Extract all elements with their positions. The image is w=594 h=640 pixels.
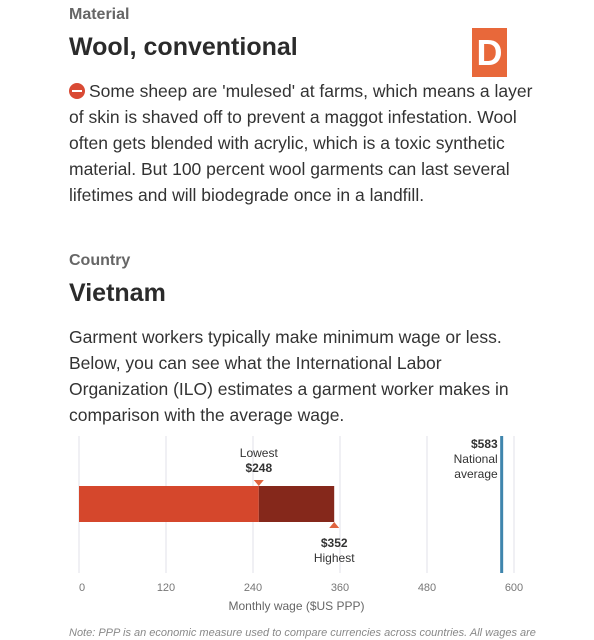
material-label: Material xyxy=(69,6,130,23)
wage-chart xyxy=(0,430,594,620)
highest-label: Highest xyxy=(313,551,355,565)
grade-badge: D xyxy=(472,28,507,77)
x-axis-label: Monthly wage ($US PPP) xyxy=(228,599,365,613)
national-average-label-line2: average xyxy=(454,467,498,481)
material-description-text: Some sheep are 'mulesed' at farms, which means a layer of skin is shaved off to prevent a maggot infestation. Wool often gets blended with acrylic, which is a toxic synthetic material. But 100 percent wool garments can last several lifetimes and will biodegrade once in a landfill. xyxy=(69,81,533,205)
minus-circle-icon xyxy=(69,83,85,99)
bar-highest-wage xyxy=(259,486,334,522)
x-tick-label: 120 xyxy=(156,582,176,594)
national-average-value-label: $583 xyxy=(470,437,498,451)
national-average-label-line1: National xyxy=(453,452,498,466)
x-tick-label: 360 xyxy=(330,582,350,594)
country-title: Vietnam xyxy=(69,279,166,307)
highest-marker xyxy=(329,522,339,528)
country-label: Country xyxy=(69,252,131,269)
x-tick-label: 0 xyxy=(78,582,86,594)
lowest-value-label: $248 xyxy=(245,461,273,475)
highest-value-label: $352 xyxy=(320,536,348,550)
material-title: Wool, conventional xyxy=(69,33,298,61)
x-tick-label: 600 xyxy=(504,582,524,594)
lowest-marker xyxy=(254,480,264,486)
x-tick-label: 480 xyxy=(417,582,437,594)
lowest-label: Lowest xyxy=(239,446,278,460)
x-axis-ticks xyxy=(79,582,523,594)
chart-note: Note: PPP is an economic measure used to compare currencies across countries. All wages are xyxy=(69,627,536,639)
material-description xyxy=(69,78,539,208)
country-description: Garment workers typically make minimum wage or less. Below, you can see what the International Labor Organization (ILO) estimates a garment worker makes in comparison with the average wage. xyxy=(69,327,509,425)
x-tick-label: 240 xyxy=(243,582,263,594)
bar-lowest-wage xyxy=(79,486,259,522)
